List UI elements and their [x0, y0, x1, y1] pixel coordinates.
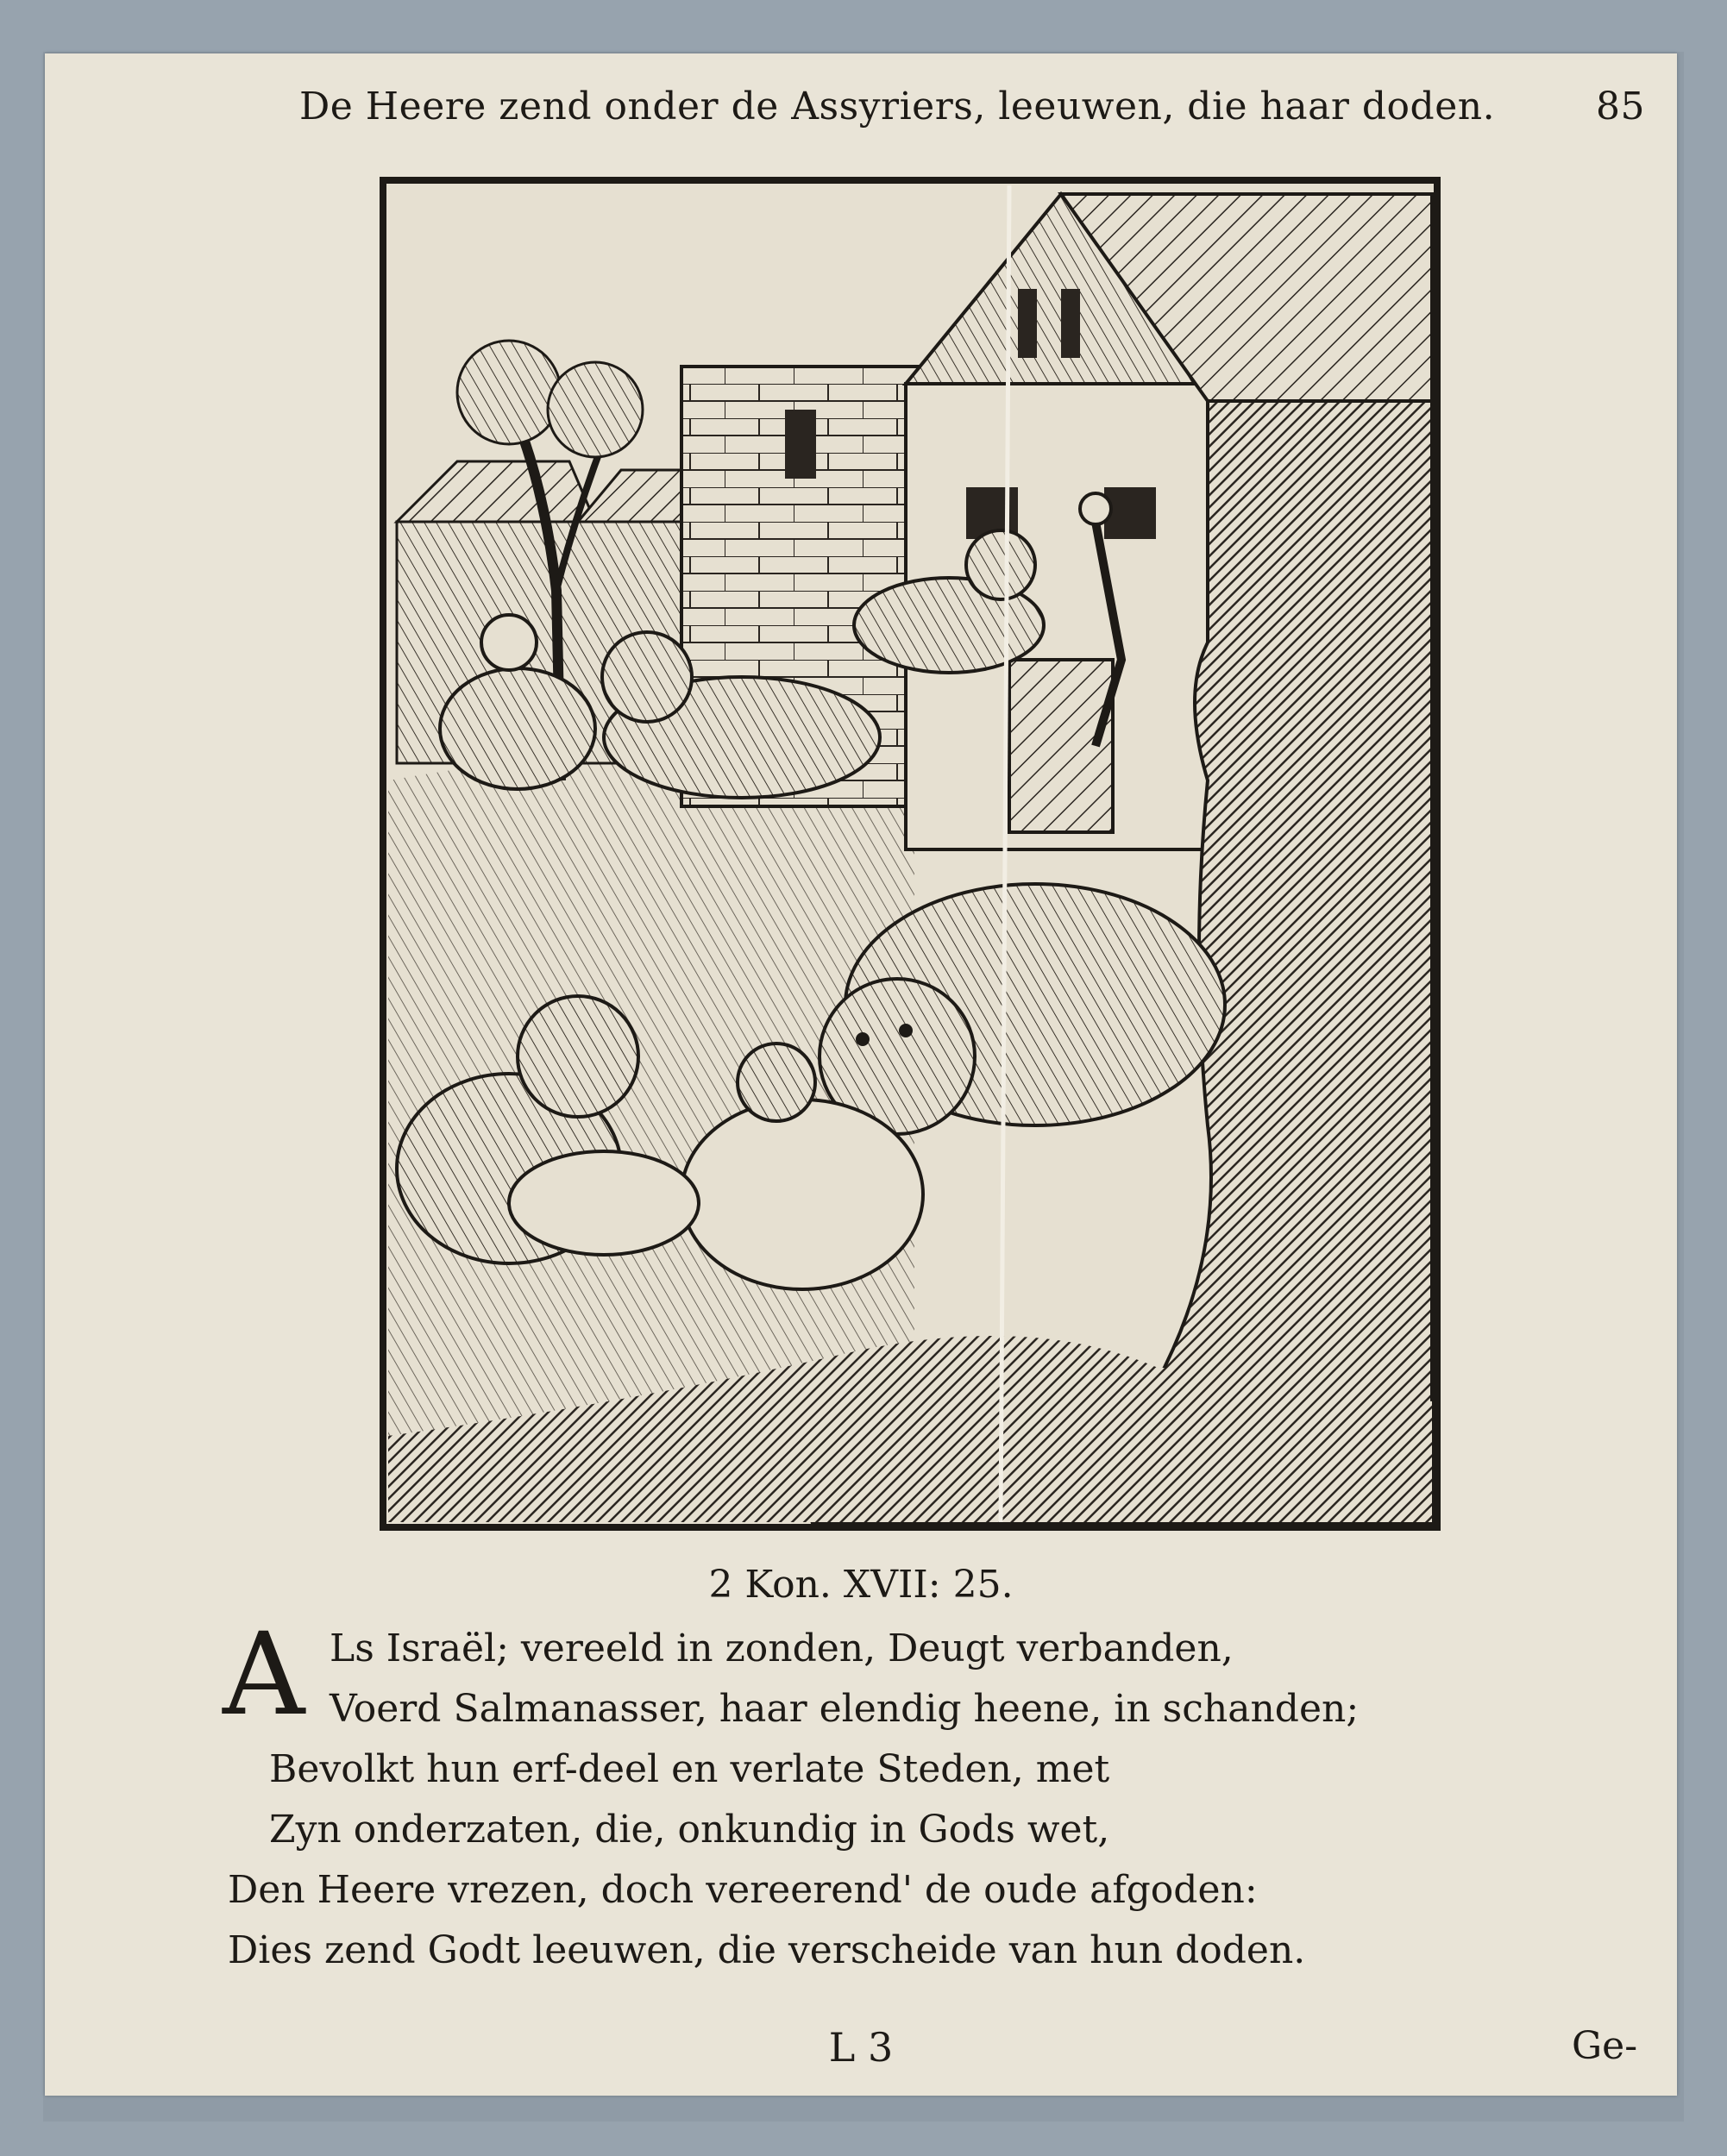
verse-line: Ls Israël; vereeld in zonden, Deugt verbanden,: [330, 1626, 1234, 1670]
drop-capital: A: [223, 1608, 305, 1741]
verse-line: Dies zend Godt leeuwen, die verscheide van hun doden.: [228, 1928, 1306, 1972]
catchword: Ge-: [1572, 2024, 1638, 2068]
running-head-title: De Heere zend onder de Assyriers, leeuwen, die haar doden.: [299, 85, 1496, 128]
verse-line: Bevolkt hun erf-deel en verlate Steden, met: [269, 1747, 1110, 1791]
verse-line: Zyn onderzaten, die, onkundig in Gods wet,: [269, 1808, 1110, 1852]
verse-block: [226, 1619, 1537, 1981]
verse-line: Den Heere vrezen, doch vereerend' de oude afgoden:: [228, 1868, 1258, 1912]
scripture-reference: 2 Kon. XVII: 25.: [708, 1563, 1014, 1607]
book-page: [45, 53, 1677, 2096]
woodcut-image: [380, 177, 1441, 1531]
woodcut-illustration: [380, 177, 1441, 1531]
signature-mark: L 3: [828, 2024, 894, 2071]
verse-line: Voerd Salmanasser, haar elendig heene, in schanden;: [330, 1687, 1360, 1731]
running-head: [299, 85, 1645, 128]
page-number: 85: [1596, 85, 1645, 128]
